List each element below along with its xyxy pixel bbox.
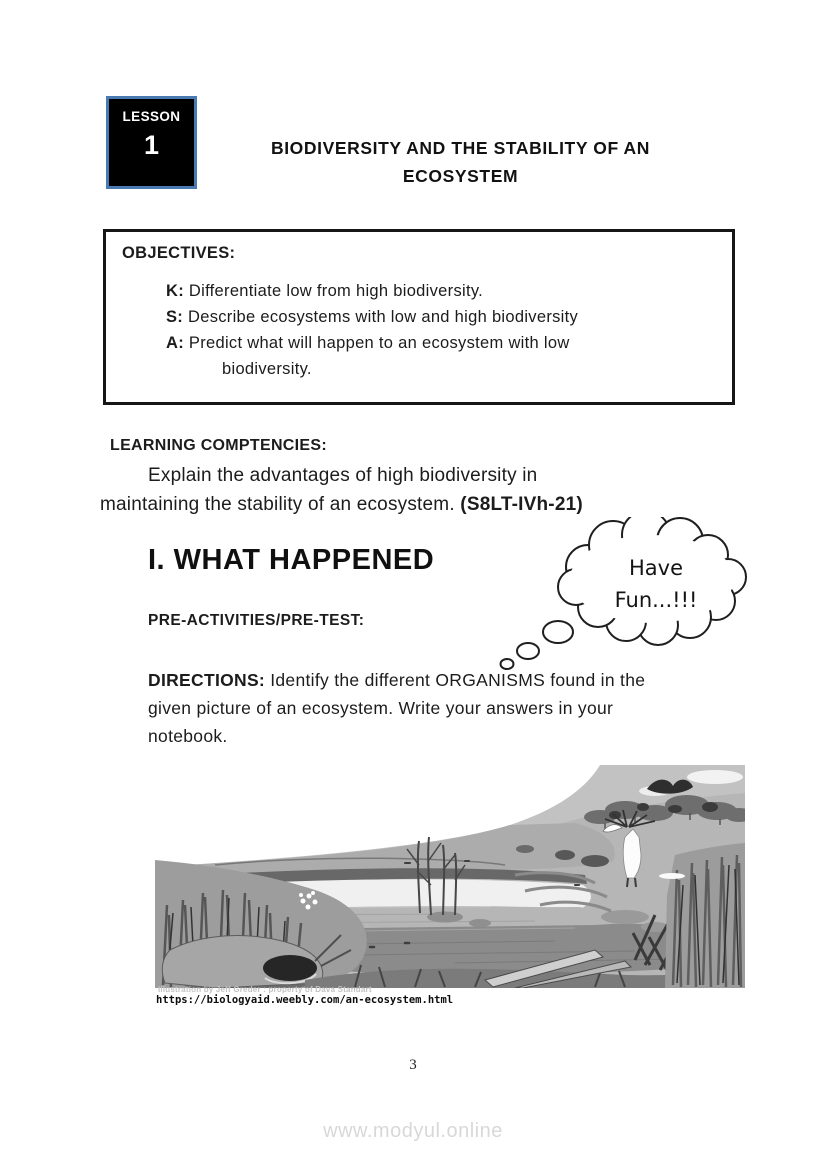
lesson-badge-label: LESSON — [122, 109, 181, 124]
competencies-text — [100, 461, 740, 519]
lesson-title — [233, 134, 688, 190]
thought-cloud — [488, 517, 753, 675]
lesson-badge-number: 1 — [143, 130, 160, 160]
page-number: 3 — [409, 1057, 417, 1073]
ecosystem-illustration — [155, 765, 745, 988]
objectives-heading: OBJECTIVES: — [122, 244, 236, 262]
watermark: www.modyul.online — [323, 1120, 503, 1142]
figure-source-url[interactable]: https://biologyaid.weebly.com/an-ecosystem.html — [156, 994, 454, 1006]
competencies-line1: Explain the advantages of high biodiversity in — [148, 465, 538, 486]
objective-item-a: A: Predict what will happen to an ecosystem with low — [166, 334, 570, 352]
directions-text: DIRECTIONS: Identify the different ORGANISMS found in the given picture of an ecosystem. Write your answers in your notebook. — [148, 670, 646, 746]
objective-item-s: S: Describe ecosystems with low and high biodiversity — [166, 308, 579, 326]
directions-label: DIRECTIONS: — [148, 670, 266, 690]
cloud-text-line2: Fun...!!! — [614, 588, 698, 612]
objective-item-a-cont: biodiversity. — [222, 360, 312, 378]
objective-item-k: K: Differentiate low from high biodiversity. — [166, 282, 484, 300]
thought-bubbles-icon — [501, 621, 574, 669]
objectives-list — [166, 278, 716, 382]
cloud-text-line1: Have — [628, 556, 684, 580]
lesson-title-line1: BIODIVERSITY AND THE STABILITY OF AN — [270, 138, 651, 158]
lesson-badge — [106, 96, 197, 189]
figure-credit: Illustration by Jeff Greder : property of Dava Standart — [158, 985, 372, 994]
objectives-box — [103, 229, 735, 405]
pretest-heading: PRE-ACTIVITIES/PRE-TEST: — [148, 612, 365, 629]
section-heading: I. WHAT HAPPENED — [148, 544, 435, 576]
competencies-line2: maintaining the stability of an ecosystem. (S8LT-IVh-21) — [100, 494, 583, 515]
competency-code: (S8LT-IVh-21) — [460, 494, 583, 515]
competencies-heading: LEARNING COMPTENCIES: — [110, 437, 327, 454]
lesson-title-line2: ECOSYSTEM — [402, 166, 519, 186]
